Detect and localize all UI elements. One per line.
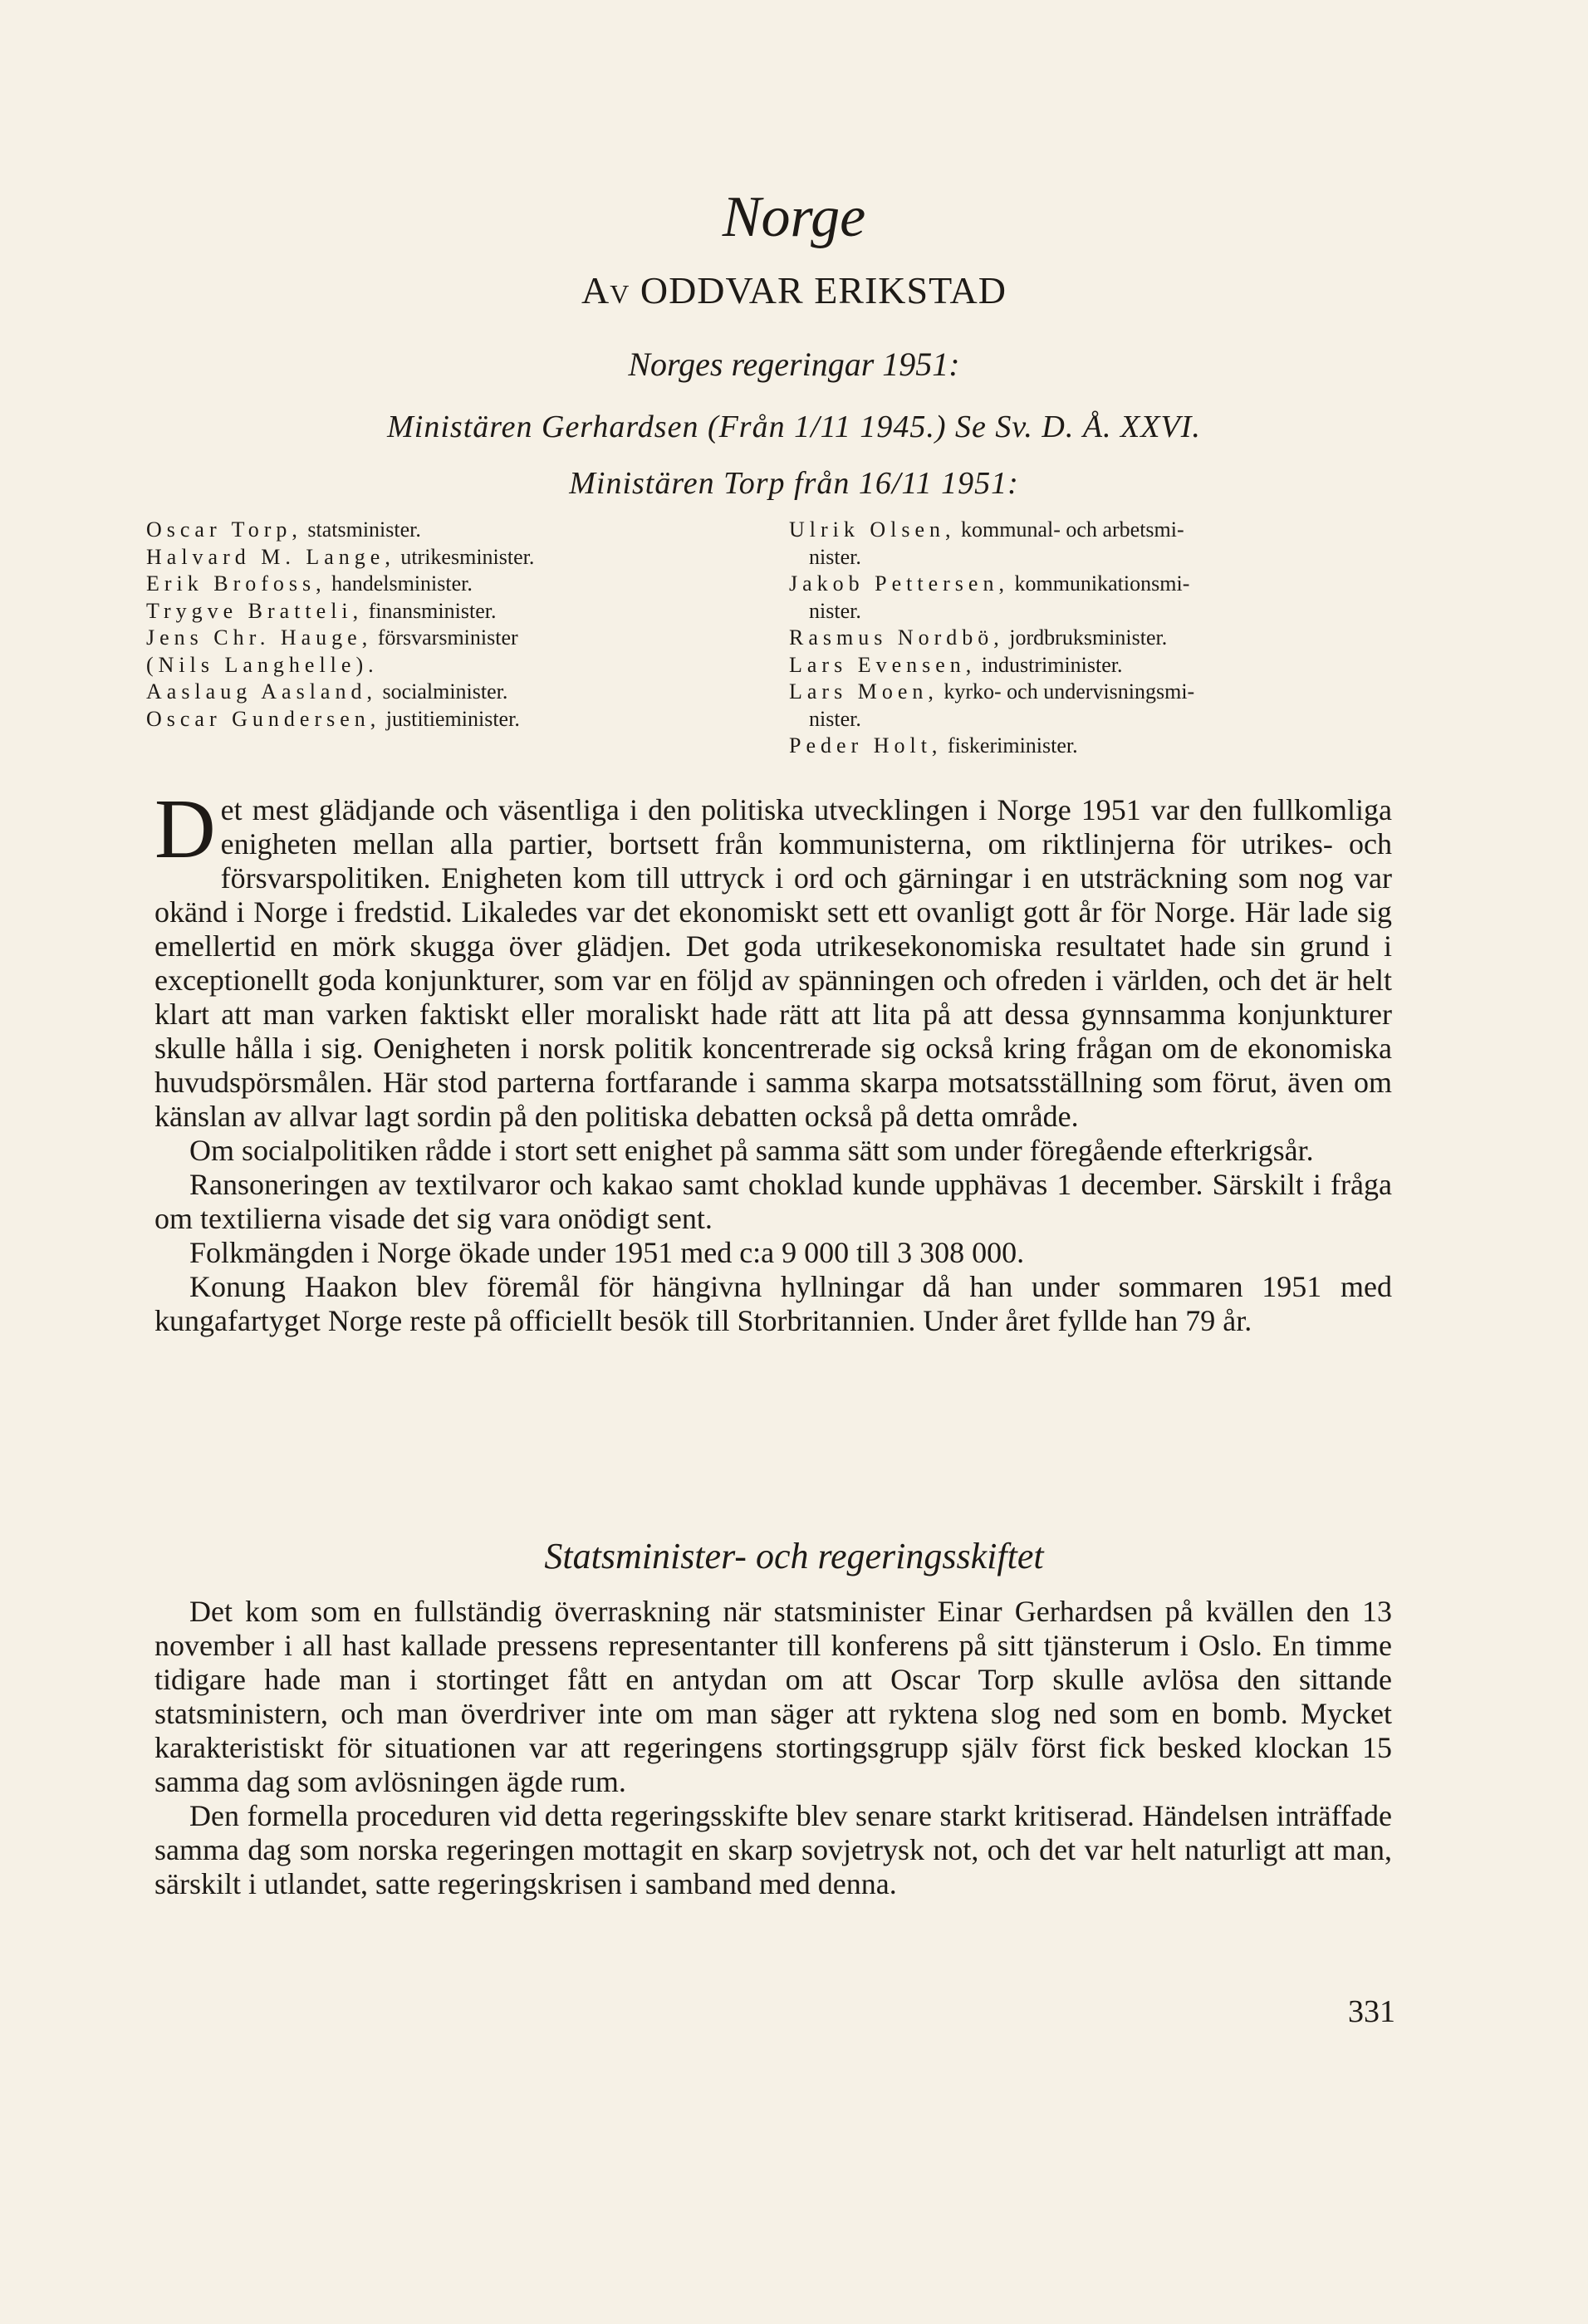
ministers-left-column [146, 517, 711, 733]
intro-paragraph: Ransoneringen av textilvaror och kakao samt choklad kunde upphävas 1 december. Särskilt i fråga om textilierna visade det sig vara onödigt sent. [154, 1168, 1392, 1235]
intro-text [154, 782, 1392, 1338]
government-torp-line: Ministären Torp från 16/11 1951: [569, 466, 1019, 501]
page-number: 331 [1348, 1994, 1395, 2029]
minister-entry: (Nils Langhelle). [146, 652, 379, 677]
minister-entry-continued: nister. [809, 598, 861, 623]
intro-paragraph: Folkmängden i Norge ökade under 1951 med c:a 9 000 till 3 308 000. [189, 1236, 1025, 1269]
article-title: Norge [722, 185, 866, 249]
minister-entry-continued: nister. [809, 544, 861, 569]
intro-paragraph: Om socialpolitiken rådde i stort sett enighet på samma sätt som under föregående efterkrigsår. [189, 1134, 1314, 1167]
author-prefix: Av [581, 269, 630, 311]
author-line [0, 267, 1588, 314]
minister-entry: Jens Chr. Hauge, försvarsminister [146, 625, 518, 650]
minister-entry: Erik Brofoss, handelsminister. [146, 571, 473, 596]
section-text [154, 1595, 1392, 1901]
minister-entry: Peder Holt, fiskeriminister. [789, 733, 1078, 758]
minister-entry-continued: nister. [809, 706, 861, 731]
minister-entry: Oscar Gundersen, justitieminister. [146, 706, 520, 731]
minister-entry: Halvard M. Lange, utrikesminister. [146, 544, 535, 569]
government-gerhardsen-line: Ministären Gerhardsen (Från 1/11 1945.) Se Sv. D. Å. XXVI. [387, 409, 1201, 444]
minister-entry: Rasmus Nordbö, jordbruksminister. [789, 625, 1168, 650]
intro-paragraph: Konung Haakon blev föremål för hängivna hyllningar då han under sommaren 1951 med kungafartyget Norge reste på officiellt besök till Storbritannien. Under året fyllde han 79 år. [154, 1270, 1392, 1337]
section-heading: Statsminister- och regeringsskiftet [544, 1536, 1044, 1576]
minister-entry: Lars Moen, kyrko- och undervisningsmi- [789, 679, 1195, 704]
minister-entry: Trygve Bratteli, finansminister. [146, 598, 497, 623]
governments-heading: Norges regeringar 1951: [628, 346, 960, 383]
ministers-right-column [789, 517, 1404, 760]
intro-paragraph: Det mest glädjande och väsentliga i den politiska utvecklingen i Norge 1951 var den fullkomliga enigheten mellan alla partier, bortsett från kommunisterna, om riktlinjerna för utrikes- och försvarspolitiken. Enigheten kom till uttryck i ord och gärningar i en utsträckning som nog var okänd i Norge i fredstid. Likaledes var det ekonomiskt sett ett ovanligt gott år för Norge. Här lade sig emellertid en mörk skugga över glädjen. Det goda utrikesekonomiska resultatet hade sin grund i exceptionellt goda konjunkturer, som var en följd av spänningen och ofreden i världen, och det är helt klart att man varken faktiskt eller moraliskt hade rätt att lita på att dessa gynnsamma konjunkturer skulle hålla i sig. Oenigheten i norsk politik koncentrerade sig också kring frågan om de ekonomiska huvudspörsmålen. Här stod parterna fortfarande i samma skarpa motsatsställning som förut, även om känslan av allvar lagt sordin på den politiska debatten också på detta område. [154, 782, 1392, 1133]
minister-entry: Ulrik Olsen, kommunal- och arbetsmi- [789, 517, 1184, 542]
section-paragraph: Den formella proceduren vid detta regeringsskifte blev senare starkt kritiserad. Händelsen inträffade samma dag som norska regeringen mottagit en skarp sovjetrysk not, och det var helt naturligt att man, särskilt i utlandet, satte regeringskrisen i samband med denna. [154, 1799, 1392, 1900]
minister-entry: Lars Evensen, industriminister. [789, 652, 1123, 677]
minister-entry: Jakob Pettersen, kommunikationsmi- [789, 571, 1190, 596]
drop-cap: D [154, 782, 216, 876]
minister-entry: Oscar Torp, statsminister. [146, 517, 421, 542]
minister-entry: Aaslaug Aasland, socialminister. [146, 679, 508, 704]
section-paragraph: Det kom som en fullständig överraskning när statsminister Einar Gerhardsen på kvällen den 13 november i all hast kallade pressens representanter till konferens på sitt tjänsterum i Oslo. En timme tidigare hade man i stortinget fått en antydan om att Oscar Torp skulle avlösa den sittande statsministern, och man överdriver inte om man säger att ryktena slog ned som en bomb. Mycket karakteristiskt för situationen var att regeringens stortingsgrupp själv först fick besked klockan 15 samma dag som avlösningen ägde rum. [154, 1595, 1392, 1798]
author-name: ODDVAR ERIKSTAD [640, 269, 1007, 311]
